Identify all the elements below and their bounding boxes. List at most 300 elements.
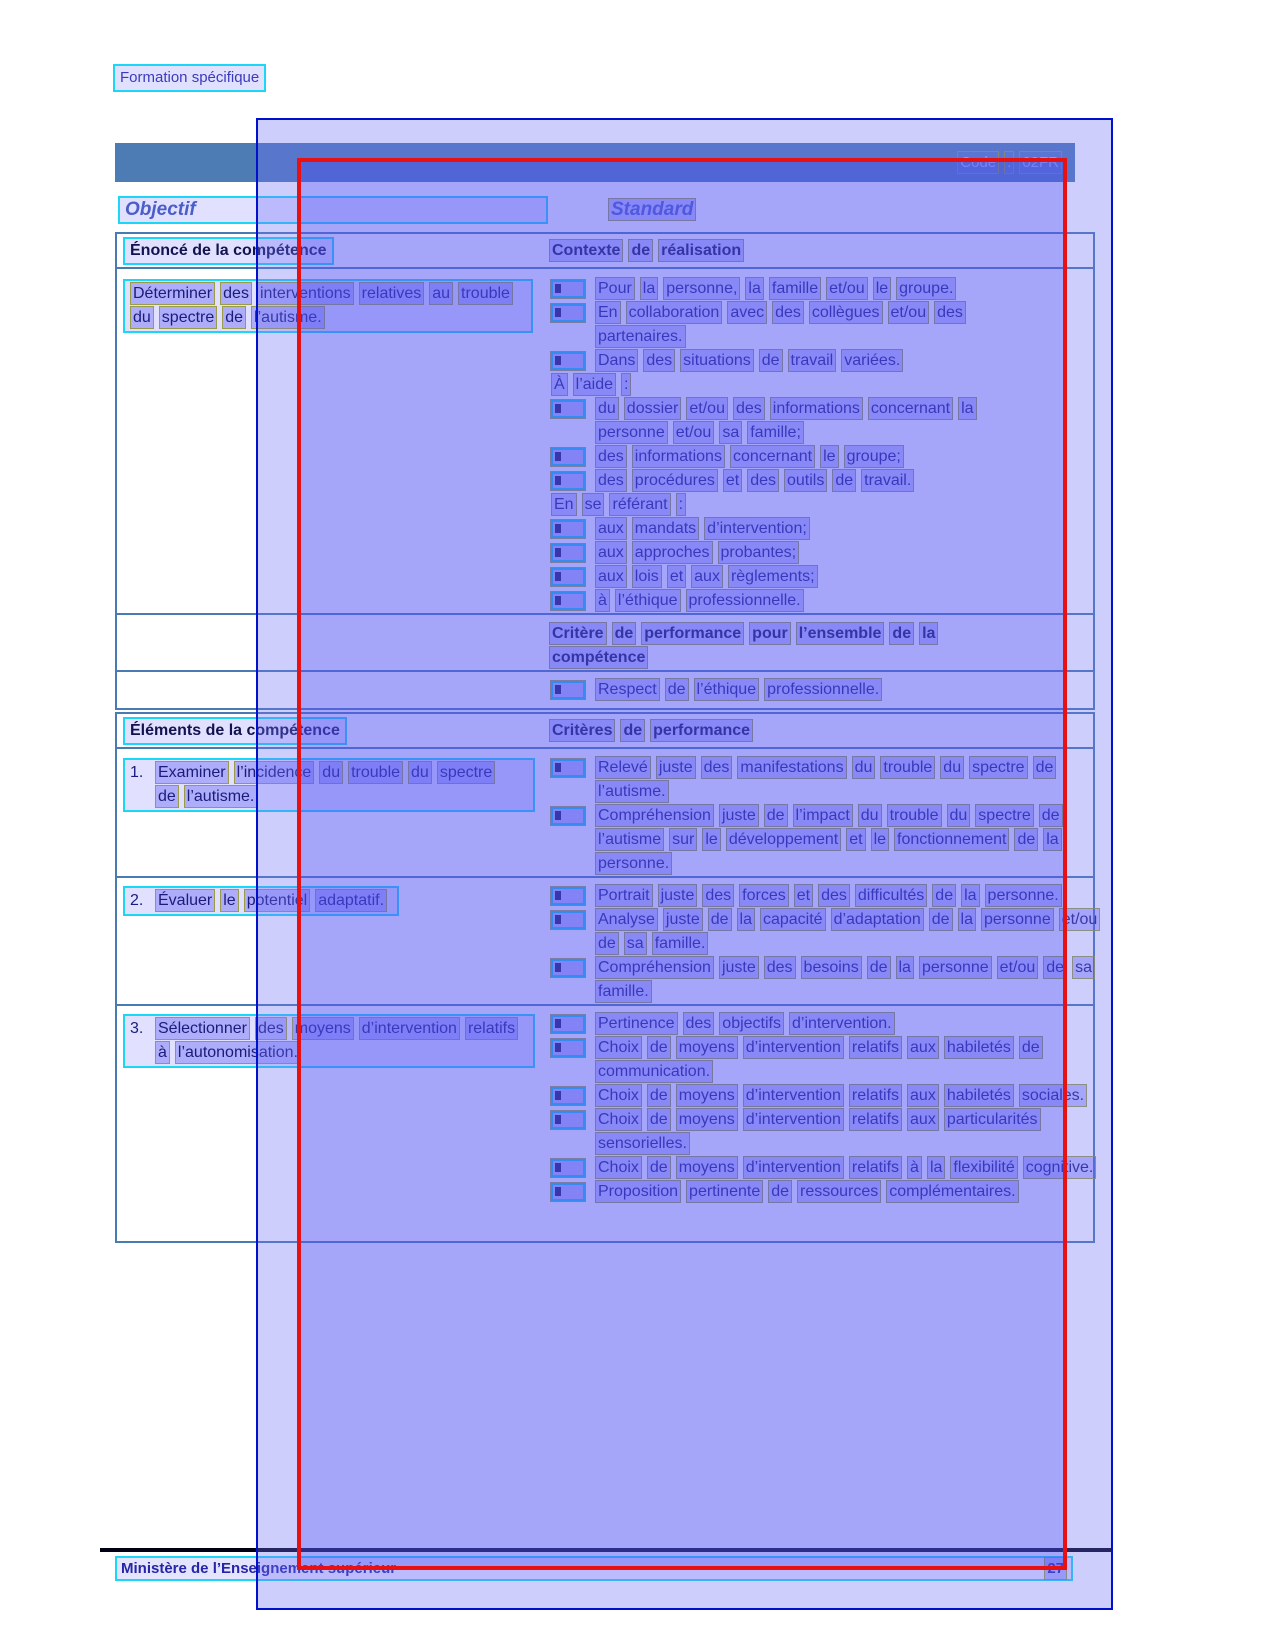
word-box: et/ou [997,956,1039,979]
word-box: collègues [809,301,883,324]
bullet-line [549,1156,1110,1180]
word-box: des [595,469,627,492]
word-box: le [820,445,838,468]
bullet-line [549,908,1110,956]
bullet-line [549,1180,1110,1204]
line-text [595,397,1037,445]
word-box: relatifs [849,1036,902,1059]
word-box: approches [632,541,713,564]
word-box: de [222,306,246,329]
square-bullet-icon [551,887,585,905]
word-box: de [647,1108,671,1131]
word-box: relatifs [849,1156,902,1179]
word-box: la [1043,828,1061,851]
word-box: trouble [458,282,513,305]
word-box: Relevé [595,756,651,779]
square-bullet-icon [551,1015,585,1033]
word-box: En [551,493,577,516]
element-text [123,1014,535,1068]
word-box: travail. [861,469,914,492]
word-box: des [934,301,966,324]
criteria-list [549,884,1110,1004]
word-box: des [818,884,850,907]
square-bullet-icon [551,1087,585,1105]
word-box: cognitive. [1023,1156,1097,1179]
competence-body-row [117,269,1093,615]
line-text [595,517,1037,541]
element-cell [117,756,545,876]
elements-header-cell [117,717,545,745]
word-box: d’adaptation [831,908,924,931]
word-box: communication. [595,1060,713,1083]
ensemble-criteria-cell [545,678,1093,708]
element-row [117,749,1093,878]
line-text [595,301,1037,349]
ensemble-title-row [117,615,1093,672]
word-box: de [1043,956,1067,979]
word-box: Critère [549,622,607,645]
line-text [595,956,1110,1004]
word-box: groupe. [896,277,956,300]
word-box: spectre [969,756,1027,779]
standard-label [608,198,701,222]
word-box: de [595,932,619,955]
criteria-list [549,756,1110,876]
statement-text [123,279,533,333]
objectif-label: Objectif [118,196,548,224]
word-box: : [621,373,631,396]
square-bullet-icon [551,592,585,610]
word-box: potentiel [244,889,311,912]
word-box: au [429,282,453,305]
footer-row [115,1556,1073,1581]
word-box: des [764,956,796,979]
word-box: habiletés [944,1036,1014,1059]
word-box: mandats [632,517,699,540]
word-box: spectre [437,761,495,784]
line-text [595,541,1037,565]
word-box: de [612,622,637,645]
bullet-line [549,565,1093,589]
word-box: du [130,306,154,329]
word-box: et [794,884,813,907]
word-box: collaboration [626,301,723,324]
word-box: et [846,828,865,851]
word-box: d’intervention [743,1036,844,1059]
word-box: Sélectionner [155,1017,250,1040]
word-box: de [1039,804,1063,827]
word-box: la [745,277,763,300]
ensemble-title-cell [545,622,936,670]
word-box: probantes; [718,541,800,564]
word-box: groupe; [844,445,904,468]
word-box: d’intervention; [704,517,810,540]
element-text [123,886,399,916]
word-box: moyens [676,1156,738,1179]
word-box: de [647,1036,671,1059]
word-box: des [733,397,765,420]
word-box: relatifs [849,1108,902,1131]
word-box: complémentaires. [886,1180,1018,1203]
word-box: l’éthique [615,589,681,612]
word-box: procédures [632,469,718,492]
square-bullet-icon [551,352,585,370]
word-box: de [889,622,914,645]
square-bullet-icon [551,1159,585,1177]
empty-cell [117,678,545,708]
word-box: Examiner [155,761,229,784]
word-box: flexibilité [950,1156,1017,1179]
word-box: et/ou [686,397,728,420]
context-cell [545,277,1093,613]
word-box: du [852,756,876,779]
word-box: le [873,277,891,300]
word-box: sur [669,828,697,851]
word-box: règlements; [728,565,818,588]
bullet-line [549,956,1110,1004]
word-box: l’autonomisation. [175,1041,301,1064]
word-box: fonctionnement [894,828,1009,851]
plain-line [549,493,1093,517]
word-box: de [1014,828,1038,851]
word-box: personne, [663,277,740,300]
context-list [549,277,1093,613]
contexte-header [549,242,749,259]
square-bullet-icon [551,472,585,490]
formation-label: Formation spécifique [113,64,266,92]
word-box: des [220,282,252,305]
word-box: l’éthique [694,678,760,701]
word-box: aux [595,565,627,588]
word-box: Choix [595,1108,642,1131]
word-box: l’autisme. [251,306,325,329]
word-box: sa [624,932,647,955]
square-bullet-icon [551,568,585,586]
ensemble-criteria-row [117,672,1093,708]
word-box: des [255,1017,287,1040]
word-box: aux [595,517,627,540]
criteria-cell [545,884,1110,1004]
word-box: la [919,622,938,645]
word-box: famille; [747,421,804,444]
word-box: dossier [624,397,682,420]
word-box: Code [957,151,999,174]
word-box: Critères [549,719,615,742]
word-box: concernant [868,397,953,420]
enonce-header: Énoncé de la compétence [123,237,334,265]
word-box: moyens [676,1084,738,1107]
word-box: famille. [652,932,709,955]
word-box: trouble [880,756,935,779]
criteria-cell [545,1012,1110,1241]
bullet-line [549,541,1093,565]
square-bullet-icon [551,400,585,418]
word-box: professionnelle. [686,589,804,612]
word-box: lois [632,565,662,588]
word-box: la [896,956,914,979]
word-box: la [961,884,979,907]
word-box: spectre [159,306,217,329]
word-box: des [643,349,675,372]
bullet-line [549,884,1110,908]
word-box: la [958,908,976,931]
word-box: pertinente [686,1180,763,1203]
line-text [595,349,1037,373]
word-box: des [772,301,804,324]
word-box: l’impact [793,804,853,827]
word-box: habiletés [944,1084,1014,1107]
word-box: et [723,469,742,492]
line-text [595,589,1037,613]
word-box: trouble [348,761,403,784]
word-box: la [927,1156,945,1179]
word-box: l’autisme. [595,780,669,803]
word-box: adaptatif. [315,889,387,912]
word-box: juste [663,908,703,931]
word-box: particularités [944,1108,1041,1131]
bullet-line [549,756,1110,804]
bullet-line [549,445,1093,469]
ensemble-list [549,678,1093,702]
bullet-line [549,517,1093,541]
line-text [595,1084,1110,1108]
line-text [595,1012,1110,1036]
word-box: trouble [887,804,942,827]
line-text [595,908,1110,956]
word-box: avec [727,301,767,324]
square-bullet-icon [551,544,585,562]
line-text [595,1036,1110,1084]
word-box: relatifs [849,1084,902,1107]
square-bullet-icon [551,1183,585,1201]
word-box: juste [658,884,698,907]
competence-table-header [117,234,1093,269]
element-cell [117,884,545,1004]
word-box: informations [770,397,863,420]
ensemble-title [549,622,999,670]
line-text [549,493,691,517]
page-number: 27 [1044,1557,1067,1580]
word-box: et/ou [888,301,930,324]
word-box: réalisation [658,239,744,262]
word-box: des [595,445,627,468]
word-box: moyens [676,1108,738,1131]
element-row [117,878,1098,1006]
word-box: le [702,828,720,851]
word-box: aux [907,1036,939,1059]
word-box: la [958,397,976,420]
word-box: de [1033,756,1057,779]
footer-rule [100,1548,1113,1552]
square-bullet-icon [551,280,585,298]
square-bullet-icon [551,911,585,929]
word-box: personne. [985,884,1062,907]
bullet-line [549,397,1093,445]
empty-cell [117,622,545,670]
bullet-line [549,301,1093,349]
word-box: l’incidence [234,761,315,784]
objective-standard-row [115,196,1075,232]
word-box: Analyse [595,908,658,931]
word-box: de [768,1180,792,1203]
word-box: de [759,349,783,372]
word-box: à [155,1041,170,1064]
word-box: du [940,756,964,779]
word-box: sa [1072,956,1095,979]
word-box: famille [769,277,821,300]
word-box: Respect [595,678,660,701]
word-box: du [319,761,343,784]
line-text [595,565,1037,589]
bullet-line [549,1012,1110,1036]
square-bullet-icon [551,759,585,777]
line-text [595,1180,1110,1204]
plain-line [549,373,1093,397]
square-bullet-icon [551,520,585,538]
word-box: Pertinence [595,1012,678,1035]
word-box: du [858,804,882,827]
line-text [595,804,1110,876]
word-box: interventions [257,282,354,305]
bullet-line [549,1036,1110,1084]
word-box: Proposition [595,1180,681,1203]
elements-header: Éléments de la compétence [123,717,347,745]
word-box: et/ou [673,421,715,444]
word-box: Compréhension [595,804,714,827]
word-box: Évaluer [155,889,215,912]
line-text [595,1108,1110,1156]
bullet-line [549,469,1093,493]
line-text [549,373,636,397]
word-box: la [737,908,755,931]
bullet-line [549,804,1110,876]
square-bullet-icon [551,959,585,977]
standard-word: Standard [608,198,696,221]
word-box: l’autisme [595,828,664,851]
bullet-line [549,1084,1110,1108]
word-box: relatives [359,282,425,305]
enonce-header-cell [117,237,545,265]
square-bullet-icon [551,304,585,322]
word-box: Choix [595,1156,642,1179]
word-box: l’ensemble [796,622,885,645]
word-box: d’intervention. [789,1012,895,1035]
element-text [123,758,535,812]
word-box: le [871,828,889,851]
word-box: de [647,1156,671,1179]
criteria-list [549,1012,1110,1204]
word-box: se [582,493,605,516]
word-box: la [640,277,658,300]
word-box: En [595,301,621,324]
line-text [595,756,1110,804]
word-box: l’autisme. [184,785,258,808]
word-box: difficultés [855,884,927,907]
word-box: relatifs [465,1017,518,1040]
word-box: d’intervention [359,1017,460,1040]
word-box: Compréhension [595,956,714,979]
word-box: Déterminer [130,282,215,305]
word-box: 02FR [1019,151,1062,174]
element-number: 3. [130,1020,144,1037]
word-box: concernant [730,445,815,468]
word-box: juste [719,804,759,827]
line-text [595,469,1037,493]
word-box: de [628,239,653,262]
element-row [117,1006,1093,1241]
word-box: besoins [801,956,862,979]
line-text [595,678,1037,702]
header-bar [115,143,1075,182]
elements-table-header [117,714,1093,749]
criteres-header [549,722,758,739]
word-box: partenaires. [595,325,686,348]
word-box: forces [739,884,789,907]
word-box: de [1019,1036,1043,1059]
word-box: de [764,804,788,827]
word-box: de [708,908,732,931]
word-box: compétence [549,646,648,669]
word-box: famille. [595,980,652,1003]
bullet-line [549,678,1093,702]
word-box: d’intervention [743,1156,844,1179]
word-box: Pour [595,277,635,300]
word-box: Contexte [549,239,623,262]
word-box: performance [650,719,753,742]
word-box: objectifs [719,1012,784,1035]
square-bullet-icon [551,681,585,699]
word-box: et [667,565,686,588]
word-box: d’intervention [743,1084,844,1107]
word-box: spectre [975,804,1033,827]
word-box: et/ou [826,277,868,300]
statement-cell [117,277,545,613]
word-box: référant [609,493,670,516]
elements-table [115,712,1098,1243]
line-text [595,445,1037,469]
word-box: aux [907,1108,939,1131]
word-box: à [595,589,610,612]
criteres-header-cell [545,719,1093,743]
word-box: des [683,1012,715,1035]
square-bullet-icon [551,1111,585,1129]
word-box: l’aide [573,373,616,396]
word-box: informations [632,445,725,468]
element-cell [117,1012,545,1241]
word-box: situations [680,349,754,372]
word-box: d’intervention [743,1108,844,1131]
line-text [595,1156,1110,1180]
word-box: du [408,761,432,784]
word-box: sociales. [1019,1084,1087,1107]
code-text [957,151,1067,175]
word-box: de [867,956,891,979]
word-box: moyens [292,1017,354,1040]
word-box: de [620,719,645,742]
word-box: aux [595,541,627,564]
word-box: À [551,373,568,396]
word-box: de [929,908,953,931]
competence-table [115,232,1095,710]
bullet-line [549,349,1093,373]
word-box: personne [595,421,668,444]
contexte-header-cell [545,239,1093,263]
word-box: Portrait [595,884,653,907]
word-box: travail [788,349,837,372]
ministry-label: Ministère de l’Enseignement supérieur [121,1560,397,1577]
word-box: le [220,889,238,912]
square-bullet-icon [551,1039,585,1057]
